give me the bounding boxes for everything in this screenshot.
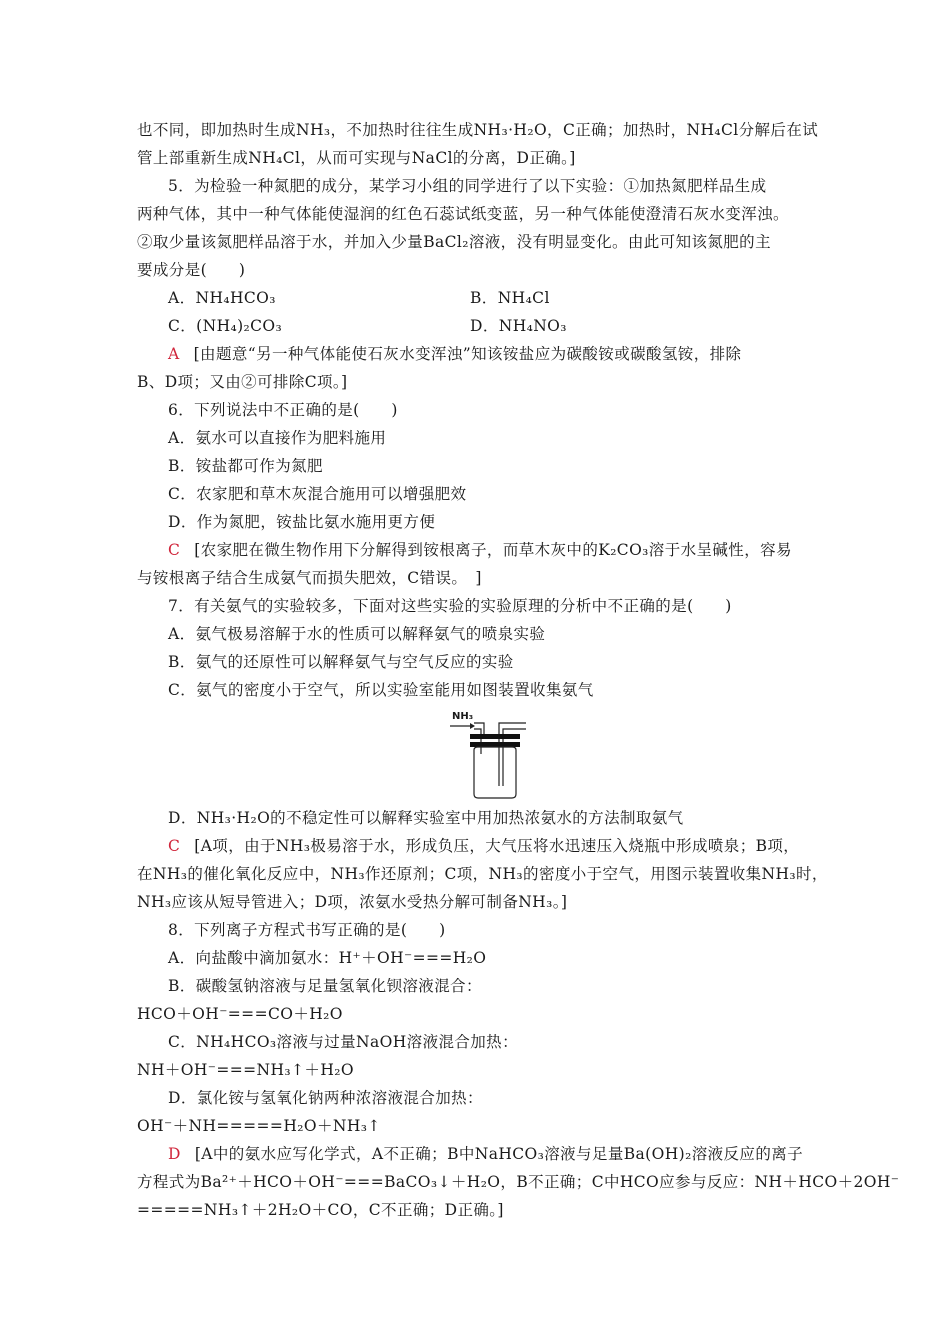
- q7-explanation-text: [A项，由于NH₃极易溶于水，形成负压，大气压将水迅速压入烧瓶中形成喷泉；B项，: [194, 837, 800, 855]
- q8-explanation-line-1: [168, 1144, 803, 1164]
- q7-explanation-line-3: NH₃应该从短导管进入；D项，浓氨水受热分解可制备NH₃。]: [137, 893, 568, 911]
- q5-option-d: D．NH₄NO₃: [470, 317, 567, 335]
- stopper-top: [470, 734, 520, 739]
- q5-option-b: B．NH₄Cl: [470, 289, 550, 307]
- figure-nh3-label: NH₃: [452, 711, 474, 722]
- stopper-bottom: [470, 742, 520, 747]
- q7-option-b: B．氨气的还原性可以解释氨气与空气反应的实验: [168, 653, 514, 671]
- q5-explanation-line-2: B、D项；又由②可排除C项。]: [137, 373, 348, 391]
- q5-explanation-text: [由题意“另一种气体能使石灰水变浑浊”知该铵盐应为碳酸铵或碳酸氢铵，排除: [193, 345, 742, 363]
- q6-stem: 6．下列说法中不正确的是( ): [168, 401, 398, 419]
- bottle-body: [474, 747, 516, 798]
- gas-collection-bottle-figure: [448, 706, 528, 800]
- q5-stem-line-2: 两种气体，其中一种气体能使湿润的红色石蕊试纸变蓝，另一种气体能使澄清石灰水变浑浊。: [137, 205, 789, 223]
- q6-explanation-line-2: 与铵根离子结合生成氨气而损失肥效，C错误。 ]: [137, 569, 482, 587]
- q6-option-b: B．铵盐都可作为氮肥: [168, 457, 323, 475]
- q8-option-b-equation: HCO＋OH⁻===CO＋H₂O: [137, 1005, 343, 1023]
- arrow-head-icon: [470, 723, 475, 729]
- q7-option-d: D．NH₃·H₂O的不稳定性可以解释实验室中用加热浓氨水的方法制取氨气: [168, 809, 684, 827]
- q7-explanation-line-2: 在NH₃的催化氧化反应中，NH₃作还原剂；C项，NH₃的密度小于空气，用图示装置收集NH₃时，: [137, 865, 828, 883]
- q8-option-b: B．碳酸氢钠溶液与足量氢氧化钡溶液混合：: [168, 977, 482, 995]
- q5-stem-line-1: 5．为检验一种氮肥的成分，某学习小组的同学进行了以下实验：①加热氮肥样品生成: [168, 177, 767, 195]
- q8-explanation-text: [A中的氨水应写化学式，A不正确；B中NaHCO₃溶液与足量Ba(OH)₂溶液反应的离子: [194, 1145, 804, 1163]
- q8-option-a: A．向盐酸中滴加氨水：H⁺＋OH⁻===H₂O: [168, 949, 487, 967]
- prev-explanation-line-2: 管上部重新生成NH₄Cl，从而可实现与NaCl的分离，D正确。]: [137, 149, 576, 167]
- q8-option-c: C．NH₄HCO₃溶液与过量NaOH溶液混合加热：: [168, 1033, 518, 1051]
- q7-stem: 7．有关氨气的实验较多，下面对这些实验的实验原理的分析中不正确的是( ): [168, 597, 732, 615]
- q8-option-d: D．氯化铵与氢氧化钠两种浓溶液混合加热：: [168, 1089, 483, 1107]
- q8-explanation-line-3: =====NH₃↑＋2H₂O＋CO，C不正确；D正确。]: [137, 1201, 504, 1219]
- q6-answer-letter: C: [168, 541, 181, 559]
- q5-option-a: A．NH₄HCO₃: [168, 289, 276, 307]
- q8-option-c-equation: NH＋OH⁻===NH₃↑＋H₂O: [137, 1061, 354, 1079]
- q7-option-a: A．氨气极易溶解于水的性质可以解释氨气的喷泉实验: [168, 625, 546, 643]
- q5-stem-line-3: ②取少量该氮肥样品溶于水，并加入少量BaCl₂溶液，没有明显变化。由此可知该氮肥的主: [137, 233, 771, 251]
- q7-answer-letter: C: [168, 837, 181, 855]
- q6-explanation-line-1: [168, 540, 792, 560]
- q7-explanation-line-1: [168, 836, 799, 856]
- q6-explanation-text: [农家肥在微生物作用下分解得到铵根离子，而草木灰中的K₂CO₃溶于水呈碱性，容易: [194, 541, 792, 559]
- q6-option-c: C．农家肥和草木灰混合施用可以增强肥效: [168, 485, 467, 503]
- q8-answer-letter: D: [168, 1145, 181, 1163]
- q8-explanation-line-2: 方程式为Ba²⁺＋HCO＋OH⁻===BaCO₃↓＋H₂O，B不正确；C中HCO应参与反应：NH＋HCO＋2OH⁻: [137, 1173, 900, 1191]
- q5-answer-letter: A: [168, 345, 180, 363]
- q5-option-c: C．(NH₄)₂CO₃: [168, 317, 283, 335]
- q5-explanation-line-1: [168, 344, 741, 364]
- long-tube: [499, 723, 526, 786]
- q5-stem-line-4: 要成分是( ): [137, 261, 246, 279]
- prev-explanation-line-1: 也不同，即加热时生成NH₃，不加热时往往生成NH₃·H₂O，C正确；加热时，NH₄Cl分解后在试: [137, 121, 819, 139]
- q8-option-d-equation: OH⁻＋NH=====H₂O＋NH₃↑: [137, 1117, 381, 1135]
- q8-stem: 8．下列离子方程式书写正确的是( ): [168, 921, 446, 939]
- q7-option-c: C．氨气的密度小于空气，所以实验室能用如图装置收集氨气: [168, 681, 594, 699]
- q6-option-a: A．氨水可以直接作为肥料施用: [168, 429, 387, 447]
- q6-option-d: D．作为氮肥，铵盐比氨水施用更方便: [168, 513, 436, 531]
